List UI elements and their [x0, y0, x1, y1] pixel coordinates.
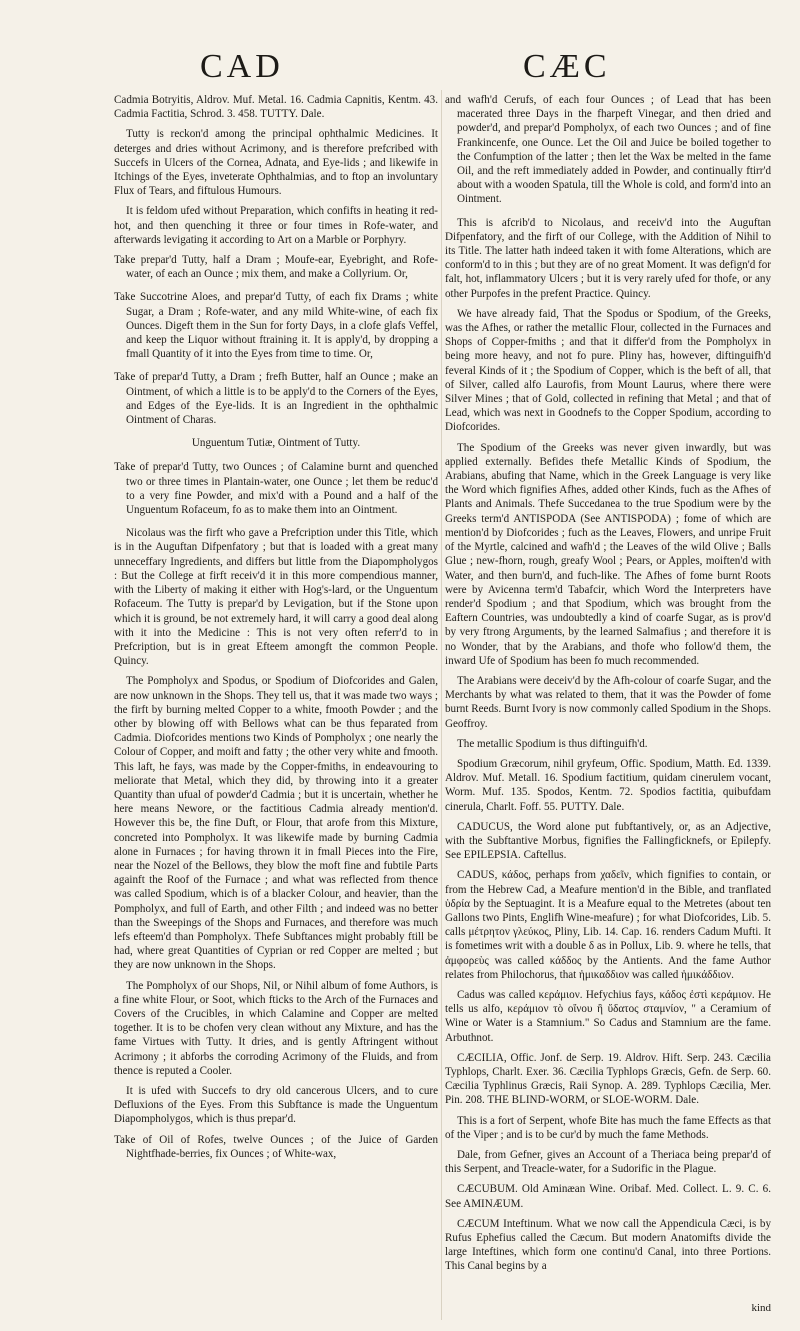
entry-caecilia: CÆCILIA, Offic. Jonf. de Serp. 19. Aldrov. Hift. Serp. 243. Cæcilia Typhlops, Charlt. Exer. 36. Cæcilia Typhlops Græcis, Gefn. de Serp. 60. Cæcilia Typhlinus Græcis, Raii Synop. A. 289. Typhlops Cæcilia, Mer. Pin. 208. THE BLIND-WORM, or SLOE-WORM. Dale. — [445, 1051, 771, 1107]
paragraph: Cadmia Botryitis, Aldrov. Muf. Metal. 16. Cadmia Capnitis, Kentm. 43. Cadmia Factitia, Schrod. 3. 458. TUTTY. Dale. — [114, 94, 438, 121]
recipe: Take prepar'd Tutty, half a Dram ; Moufe-ear, Eyebright, and Rofe-water, of each an Ounce ; mix them, and make a Collyrium. Or, — [114, 254, 438, 281]
recipe: Take of Oil of Rofes, twelve Ounces ; of the Juice of Garden Nightfhade-berries, fix Ounces ; of White-wax, — [114, 1133, 438, 1160]
recipe: Take of prepar'd Tutty, a Dram ; frefh Butter, half an Ounce ; make an Ointment, of which a little is to be apply'd to the Corners of the Eyes, and Edges of the Eye-lids. It is an Ingredient in the ophthalmic Ointment of Charas. — [114, 371, 438, 427]
left-column — [114, 93, 438, 1315]
paragraph: Spodium Græcorum, nihil gryfeum, Offic. Spodium, Matth. Ed. 1339. Aldrov. Muf. Metall. 16. Spodium factitium, quidam cinerulem vocant, Worm. Muf. 135. Spodos, Kentm. 72. Spodios factitia, quibufdam cinerula, Charlt. Foff. 55. PUTTY. Dale. — [445, 757, 771, 813]
paragraph: Dale, from Gefner, gives an Account of a Theriaca being prepar'd of this Serpent, and Treacle-water, for a Sudorific in the Plague. — [445, 1149, 771, 1176]
paragraph: The Spodium of the Greeks was never given inwardly, but was applied externally. Befides thefe Metallic Kinds of Spodium, the Arabians, abufing that Name, which in the Greek Language is very like the Word which fignifies Afhes, added other Kinds, fuch as the Afhes of Plants and Animals. Thefe Succedanea to the true Spodium were by the Greeks term'd ANTISPODA (See ANTISPODA) ; fome of which are mention'd by Diofcorides ; fuch as the Leaves, Flowers, and unripe Fruit of the Myrtle, calcined and wafh'd ; the Leaves of the wild Olive ; Balls Glue ; new-fhorn, rough, greafy Wool ; Pears, or Apples, moiften'd with Water, and then burn'd, and fuch-like. The Afhes of fome burnt Roots were by Avicenna term'd Tabafcir, which Word the Interpreters have render'd Spodium ; and that Spodium, which was brought from the Eaftern Countries, was undoubtedly a kind of coarfe Sugar, as is prov'd by very ftrong Arguments, by the learned Salmafius ; and therefore it is no Wonder, that by the Arabians, and thofe who follow'd them, the inward Ufe of Spodium has been fo much recommended. — [445, 441, 771, 667]
right-column — [445, 93, 771, 1315]
recipe-continued: and wafh'd Cerufs, of each four Ounces ; of Lead that has been macerated three Days in the fharpeft Vinegar, and then dried and powder'd, and prepar'd Pompholyx, of each two Ounces ; and of fine Frankincenfe, one Ounce. Let the Oil and Juice be boiled together to the Confumption of the latter ; then let the Wax be melted in the fame Oil, and the reft immediately added in Powder, and continually ftirr'd about with a wooden Spatula, till the Whole is cold, and form'd into an Ointment. — [445, 94, 771, 206]
paragraph: Cadus was called κεράμιον. Hefychius fays, κάδος ἐστὶ κεράμιον. He tells us alfo, κεράμιον τὸ οἴνου ἢ ὕδατος σταμνίον, " a Ceramium of Wine or Water is a Stamnium." So Cadus and Stamnium are the fame. Arbuthnot. — [445, 988, 771, 1044]
paragraph: Tutty is reckon'd among the principal ophthalmic Medicines. It deterges and dries without Acrimony, and is therefore prefcribed with Succefs in Ulcers of the Cornea, Adnata, and Eye-lids ; and likewife in Itchings of the Eyes, inveterate Ophthalmias, and to ftop an involuntary Flux of Tears, and fiftulous Humours. — [114, 128, 438, 198]
catchword: kind — [751, 1301, 771, 1314]
paragraph: This is afcrib'd to Nicolaus, and receiv'd into the Auguftan Difpenfatory, and the firft of our College, with the Addition of Nihil to its Title. The latter hath indeed taken it with fome Alterations, which are conform'd to in this ; but they are of no great Moment. It was defign'd for falt, hot, inflammatory Ulcers ; but it is very rarely ufed for thofe, or any other Purpofes in the prefent Practice. Quincy. — [445, 216, 771, 300]
paragraph: This is a fort of Serpent, whofe Bite has much the fame Effects as that of the Viper ; and is to be cur'd by much the fame Methods. — [445, 1114, 771, 1141]
recipe: Take of prepar'd Tutty, two Ounces ; of Calamine burnt and quenched two or three times in Plantain-water, one Ounce ; let them be reduc'd to a very fine Powder, and mix'd with a Pound and a half of the Unguentum Rofaceum, fo as to make them into an Ointment. — [114, 461, 438, 517]
paragraph: The Pompholyx of our Shops, Nil, or Nihil album of fome Authors, is a fine white Flour, or Soot, which fticks to the Arch of the Furnaces and Covers of the Crucibles, in which Calamine and Copper are melted together. It is to be chofen very clean without any Mixture, and has the fame Virtues with Tutty. It dries, and is gently Aftringent without Acrimony ; it abforbs the corroding Acrimony of the Fluids, and from thence is reputed a Cooler. — [114, 979, 438, 1077]
entry-caecubum: CÆCUBUM. Old Aminæan Wine. Oribaf. Med. Collect. L. 9. C. 6. See AMINÆUM. — [445, 1183, 771, 1210]
column-gutter — [441, 90, 442, 1320]
running-head-right: CÆC — [523, 48, 611, 85]
paragraph: Nicolaus was the firft who gave a Prefcription under this Title, which is in the Auguftan Difpenfatory ; but that is loaded with a great many unneceffary Ingredients, and differs but little from the Diapompholygos : But the College at firft receiv'd it in this more compendious manner, with the Liberty of making it either with Hog's-lard, or the Unguentum Rofaceum. The Tutty is prepar'd by Levigation, but if the Stone upon which it is ground, be not extremely hard, it will carry a good deal along with it into the Medicine : This is not very often referr'd to in Prefcription, but is in great Efteem amongft the common People. Quincy. — [114, 527, 438, 668]
paragraph: We have already faid, That the Spodus or Spodium, of the Greeks, was the Afhes, or rather the metallic Flour, collected in the Furnaces and Shops of Copper-fmiths ; and that it differ'd from the Pompholyx in being more heavy, and not fo pure. Pliny has, however, diftinguifh'd feveral Kinds of it ; the Spodium of Copper, which is the beft of all, that of Silver, called alfo Laurofis, from Mount Laurus, where there were Silver Mines ; that of Gold, collected in refining that Metal ; and that of Lead, which was next in Goodnefs to the Copper Spodium, according to Diofcorides. — [445, 307, 771, 434]
running-head-left: CAD — [200, 48, 284, 85]
section-heading: Unguentum Tutiæ, Ointment of Tutty. — [191, 437, 361, 450]
paragraph: The Pompholyx and Spodus, or Spodium of Diofcorides and Galen, are now unknown in the Shops. They tell us, that it was made two ways ; the firft by burning melted Copper to a white, fmooth Powder ; and the other by blowing off with Bellows what can be thus feparated from Cadmia. Diofcorides mentions two Kinds of Pompholyx ; one nearly the Colour of Copper, and moift and fatty ; the other very white and fmooth. This laft, he fays, was made by the Copper-fmiths, in endeavouring to meliorate that Metal, which they did, by throwing into it a greater Quantity than ufual of powder'd Cadmia ; but it is uncertain, whether he here means Newore, or the factitious Cadmia already mention'd. However this be, the fine Duft, or Flour, that arofe from this Mixture, concreted into Pompholyx. It was likewife made by burning Cadmia alone in Furnaces ; for having thrown it in fmall Pieces into the Fire, near the Nozel of the Bellows, they blow the moft fine and fubtile Parts againft the Roof of the Furnace ; and what was reflected from thence was called Spodium, which is of a blacker Colour, and heavier, than the Pompholyx, and full of Earth, and other Filth ; and indeed was no better than the Sweepings of the Shops and Furnaces, and therefore was much lefs efteem'd than Pompholyx. Thefe Subftances might probably ftill be had, where great Quantities of Cyprian or red Copper are melted ; but they are now unknown in the Shops. — [114, 675, 438, 972]
entry-cadus: CADUS, κάδος, perhaps from χαδεῖν, which fignifies to contain, or from the Hebrew Cad, a Meafure mention'd in the Bible, and tranflated ὑδρία by the Septuagint. It is a Meafure equal to the Metretes (about ten Gallons two Pints, Englifh Wine-meafure) ; for what Diofcorides, Lib. 5. calls μέτρητον γλεύκος, Pliny, Lib. 14. Cap. 16. renders Cadum Mufti. It is fometimes writ with a double δ as in Pollux, Lib. 9. where he tells, that ἀμφορεὺς was called κάδδος by the Antients. And the fame Author relates from Philochorus, that ἡμικαδδιον was called ἡμικάδδιον. — [445, 869, 771, 981]
entry-caducus: CADUCUS, the Word alone put fubftantively, or, as an Adjective, with the Subftantive Morbus, fignifies the Fallingficknefs, or Epilepfy. See EPILEPSIA. Caftellus. — [445, 820, 771, 862]
paragraph: It is ufed with Succefs to dry old cancerous Ulcers, and to cure Defluxions of the Eyes. From this Subftance is made the Unguentum Diapompholygos, which is thus prepar'd. — [114, 1085, 438, 1126]
recipe: Take Succotrine Aloes, and prepar'd Tutty, of each fix Drams ; white Sugar, a Dram ; Rofe-water, and any mild White-wine, of each fix Ounces. Digeft them in the Sun for forty Days, in a clofe glafs Veffel, and keep the Liquor without ftraining it. It is apply'd, by dropping a fmall Quantity of it into the Eyes from time to time. Or, — [114, 291, 438, 361]
paragraph: The Arabians were deceiv'd by the Afh-colour of coarfe Sugar, and the Merchants by what was related to them, that it was the Powder of fome burnt Reeds. Burnt Ivory is now commonly called Spodium in the Shops. Geoffroy. — [445, 674, 771, 730]
entry-caecum: CÆCUM Inteftinum. What we now call the Appendicula Cæci, is by Rufus Ephefius called the Cæcum. But modern Anatomifts divide the large Inteftines, which form one continu'd Canal, into three Portions. This Canal begins by a — [445, 1217, 771, 1273]
paragraph: The metallic Spodium is thus diftinguifh'd. — [457, 737, 648, 750]
paragraph: It is feldom ufed without Preparation, which confifts in heating it red-hot, and then quenching it three or four times in Rofe-water, and afterwards levigating it according to Art on a Marble or Porphyry. — [114, 205, 438, 246]
